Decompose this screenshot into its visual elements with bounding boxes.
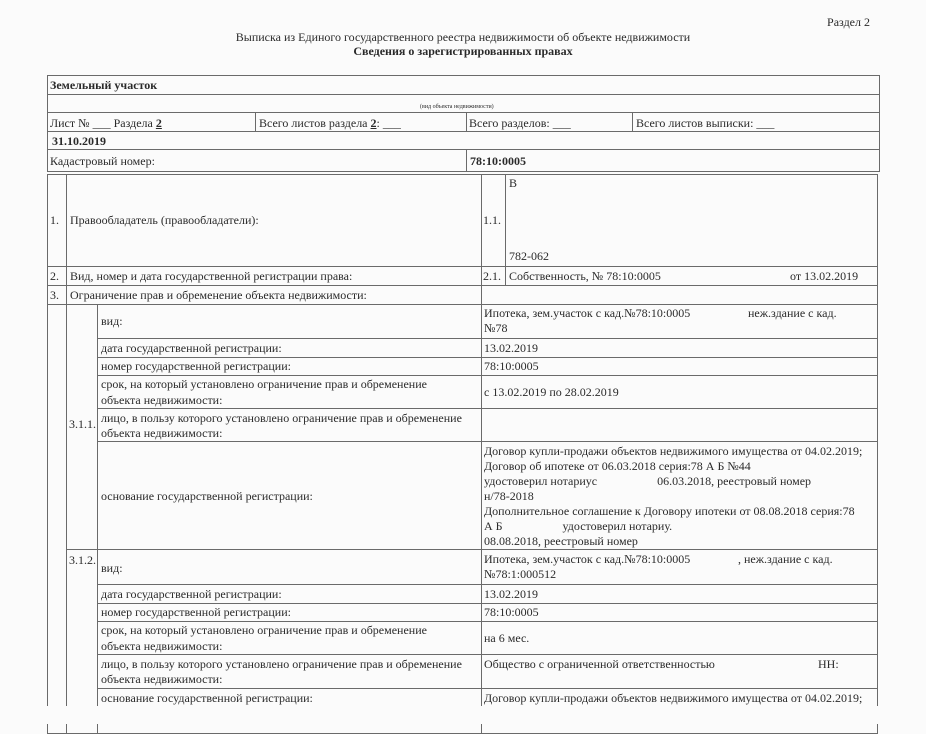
document-subtitle: Сведения о зарегистрированных правах <box>353 44 573 58</box>
term-label-2: объекта недвижимости: <box>101 639 223 653</box>
cadastral-value: 78:10:0005 <box>470 154 526 168</box>
total-extract-sheets: Всего листов выписки: ___ <box>636 116 775 130</box>
basis-line-6: А Б удостоверил нотариу. <box>484 519 673 533</box>
person-value-tail: НН: <box>818 657 839 671</box>
basis-line-5: Дополнительное соглашение к Договору ипотеки от 08.08.2018 серия:78 <box>484 504 855 518</box>
row1-number: 1. <box>50 213 59 227</box>
reg-num-value: 78:10:0005 <box>484 605 539 619</box>
sheet-number: Лист № ___ Раздела 2 <box>50 116 162 130</box>
vid-value-tail: неж.здание с кад. <box>748 306 837 320</box>
reg-num-label: номер государственной регистрации: <box>101 359 291 373</box>
reg-date-label: дата государственной регистрации: <box>101 587 282 601</box>
basis-line-3: удостоверил нотариус 06.03.2018, реестровый номер <box>484 474 812 488</box>
term-label-2: объекта недвижимости: <box>101 393 223 407</box>
basis-label: основание государственной регистрации: <box>101 691 313 705</box>
encumbrance-number: 3.1.1. <box>69 417 96 431</box>
reg-date-value: 13.02.2019 <box>484 587 538 601</box>
row1-sub: 1.1. <box>483 213 501 227</box>
person-label-2: объекта недвижимости: <box>101 672 223 686</box>
row1-label: Правообладатель (правообладатели): <box>70 213 259 227</box>
right-registration-value: Собственность, № 78:10:0005 <box>509 269 661 283</box>
object-type: Земельный участок <box>50 78 158 92</box>
vid-value-line2: №78:1:000512 <box>484 567 557 581</box>
basis-line-7: 08.08.2018, реестровый номер <box>484 534 638 548</box>
term-label: срок, на который установлено ограничение прав и обременение <box>101 377 427 391</box>
vid-value: Ипотека, зем.участок с кад.№78:10:0005 <box>484 306 691 320</box>
reg-num-label: номер государственной регистрации: <box>101 605 291 619</box>
reg-date-value: 13.02.2019 <box>484 341 538 355</box>
person-label: лицо, в пользу которого установлено ограничение прав и обременение <box>101 411 462 425</box>
person-value: Общество с ограниченной ответственностью <box>484 657 715 671</box>
term-label: срок, на который установлено ограничение прав и обременение <box>101 623 427 637</box>
row3-number: 3. <box>50 288 59 302</box>
rightholder-code: 782-062 <box>509 249 549 263</box>
basis-line-2: Договор об ипотеке от 06.03.2018 серия:78 А Б №44 <box>484 459 751 473</box>
reg-date-label: дата государственной регистрации: <box>101 341 282 355</box>
row3-label: Ограничение прав и обременение объекта недвижимости: <box>70 288 367 302</box>
basis-label: основание государственной регистрации: <box>101 489 313 503</box>
right-registration-date: от 13.02.2019 <box>790 269 859 283</box>
cadastral-label: Кадастровый номер: <box>50 154 155 168</box>
row2-number: 2. <box>50 269 59 283</box>
basis-value: Договор купли-продажи объектов недвижимого имущества от 04.02.2019; <box>484 691 863 705</box>
total-sections: Всего разделов: ___ <box>469 116 571 130</box>
object-type-caption: (вид объекта недвижимости) <box>420 104 494 110</box>
term-value: на 6 мес. <box>484 631 530 645</box>
person-label: лицо, в пользу которого установлено ограничение прав и обременение <box>101 657 462 671</box>
extract-date: 31.10.2019 <box>52 134 106 148</box>
vid-value-tail: , неж.здание с кад. <box>738 552 833 566</box>
vid-label: вид: <box>101 561 123 575</box>
vid-label: вид: <box>101 314 123 328</box>
person-label-2: объекта недвижимости: <box>101 426 223 440</box>
vid-value-line2: №78 <box>484 321 508 335</box>
basis-line-1: Договор купли-продажи объектов недвижимого имущества от 04.02.2019; <box>484 444 863 458</box>
term-value: с 13.02.2019 по 28.02.2019 <box>484 385 619 399</box>
document-title: Выписка из Единого государственного реестра недвижимости об объекте недвижимости <box>235 30 691 44</box>
vid-value: Ипотека, зем.участок с кад.№78:10:0005 <box>484 552 691 566</box>
encumbrance-number: 3.1.2. <box>69 553 96 567</box>
rightholder-value: В <box>509 176 518 190</box>
total-section-sheets: Всего листов раздела 2: ___ <box>259 116 401 130</box>
basis-line-4: н/78-2018 <box>484 489 534 503</box>
section-label: Раздел 2 <box>827 15 870 29</box>
row2-sub: 2.1. <box>483 269 501 283</box>
reg-num-value: 78:10:0005 <box>484 359 539 373</box>
row2-label: Вид, номер и дата государственной регистрации права: <box>70 269 353 283</box>
